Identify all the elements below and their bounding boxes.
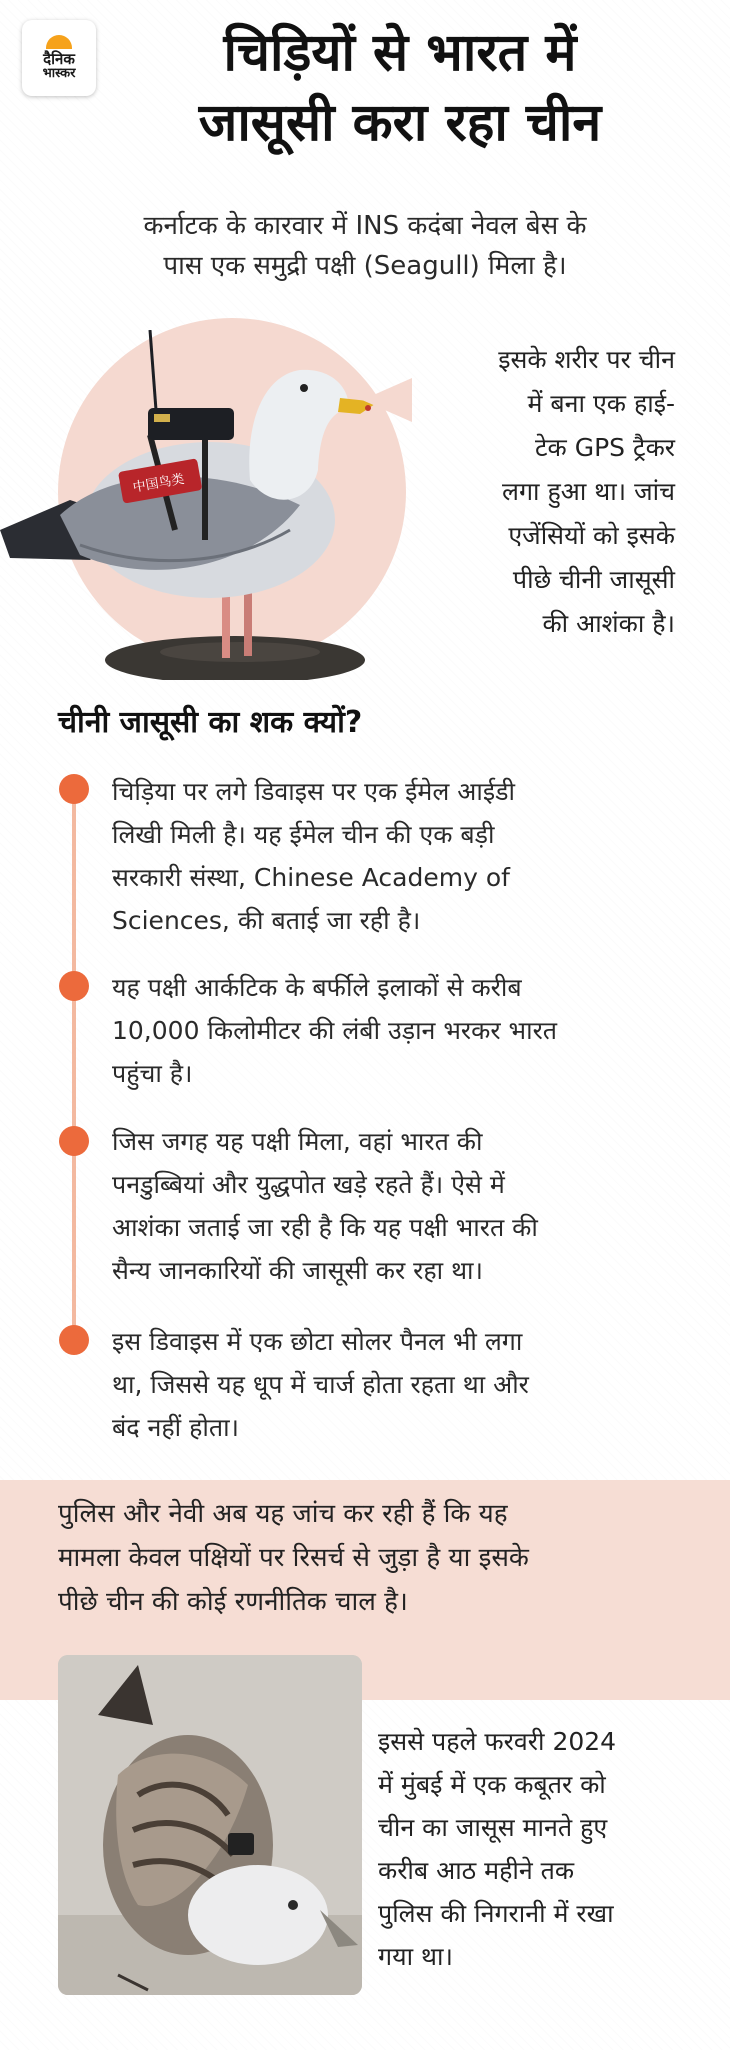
- seagull-with-tracker-image: [0, 330, 420, 680]
- pigeon-caption-line: गया था।: [378, 1942, 453, 1971]
- injured-bird-photo: [58, 1655, 362, 1995]
- band-line: पुलिस और नेवी अब यह जांच कर रही हैं कि यह: [58, 1499, 508, 1529]
- injured-bird-image: [58, 1655, 362, 1995]
- reason-point-2: [112, 966, 682, 1095]
- reason-point-4: [112, 1320, 682, 1449]
- pigeon-caption-line: पुलिस की निगरानी में रखा: [378, 1899, 614, 1928]
- point-line: सरकारी संस्था, Chinese Academy of: [112, 863, 510, 892]
- headline-line-2: जासूसी करा रहा चीन: [198, 93, 602, 153]
- headline-line-1: चिड़ियों से भारत में: [223, 23, 577, 83]
- reason-point-1: [112, 770, 682, 942]
- bird-caption-line: की आशंका है।: [542, 609, 675, 638]
- band-line: पीछे चीन की कोई रणनीतिक चाल है।: [58, 1587, 408, 1617]
- intro-line-2: पास एक समुद्री पक्षी (Seagull) मिला है।: [163, 251, 567, 281]
- band-line: मामला केवल पक्षियों पर रिसर्च से जुड़ा है या इसके: [58, 1543, 529, 1573]
- point-line: Sciences, की बताई जा रही है।: [112, 906, 421, 935]
- pigeon-caption-line: करीब आठ महीने तक: [378, 1856, 575, 1885]
- point-line: चिड़िया पर लगे डिवाइस पर एक ईमेल आईडी: [112, 777, 515, 806]
- intro-line-1: कर्नाटक के कारवार में INS कदंबा नेवल बेस के: [143, 211, 587, 241]
- logo-line-2: भास्कर: [42, 66, 76, 82]
- point-line: पनडुब्बियां और युद्धपोत खड़े रहते हैं। ऐसे में: [112, 1170, 505, 1199]
- investigation-text: [58, 1492, 678, 1624]
- pigeon-caption-line: इससे पहले फरवरी 2024: [378, 1727, 617, 1756]
- timeline-line: [72, 790, 76, 1335]
- pigeon-caption: [378, 1720, 698, 1978]
- bird-caption: [410, 338, 675, 646]
- point-line: पहुंचा है।: [112, 1059, 193, 1088]
- headline: [100, 18, 700, 158]
- bullet-dot: [59, 1126, 89, 1156]
- dainik-bhaskar-logo: [22, 20, 96, 96]
- bullet-dot: [59, 971, 89, 1001]
- bird-caption-line: एजेंसियों को इसके: [508, 521, 675, 550]
- point-line: जिस जगह यह पक्षी मिला, वहां भारत की: [112, 1127, 483, 1156]
- bird-caption-line: पीछे चीनी जासूसी: [512, 565, 675, 594]
- bullet-dot: [59, 774, 89, 804]
- tracker-label: 中国鸟类: [131, 471, 186, 496]
- bird-caption-line: टेक GPS ट्रैकर: [534, 433, 675, 462]
- point-line: आशंका जताई जा रही है कि यह पक्षी भारत की: [112, 1213, 538, 1242]
- section-title: चीनी जासूसी का शक क्यों?: [58, 705, 363, 740]
- point-line: यह पक्षी आर्कटिक के बर्फीले इलाकों से करीब: [112, 973, 522, 1002]
- speech-bubble-pointer: [362, 378, 412, 422]
- bird-caption-line: इसके शरीर पर चीन: [498, 345, 675, 374]
- pigeon-caption-line: चीन का जासूस मानते हुए: [378, 1813, 608, 1842]
- pigeon-caption-line: में मुंबई में एक कबूतर को: [378, 1770, 606, 1799]
- point-line: इस डिवाइस में एक छोटा सोलर पैनल भी लगा: [112, 1327, 523, 1356]
- reason-point-3: [112, 1120, 682, 1292]
- point-line: लिखी मिली है। यह ईमेल चीन की एक बड़ी: [112, 820, 495, 849]
- point-line: बंद नहीं होता।: [112, 1413, 240, 1442]
- intro-text: [60, 206, 670, 286]
- point-line: सैन्य जानकारियों की जासूसी कर रहा था।: [112, 1256, 484, 1285]
- bird-caption-line: लगा हुआ था। जांच: [502, 477, 675, 506]
- logo-line-1: दैनिक: [43, 49, 75, 68]
- bird-caption-line: में बना एक हाई-: [527, 389, 675, 418]
- bullet-dot: [59, 1325, 89, 1355]
- sun-logo-icon: [46, 35, 72, 49]
- point-line: था, जिससे यह धूप में चार्ज होता रहता था और: [112, 1370, 529, 1399]
- point-line: 10,000 किलोमीटर की लंबी उड़ान भरकर भारत: [112, 1016, 558, 1045]
